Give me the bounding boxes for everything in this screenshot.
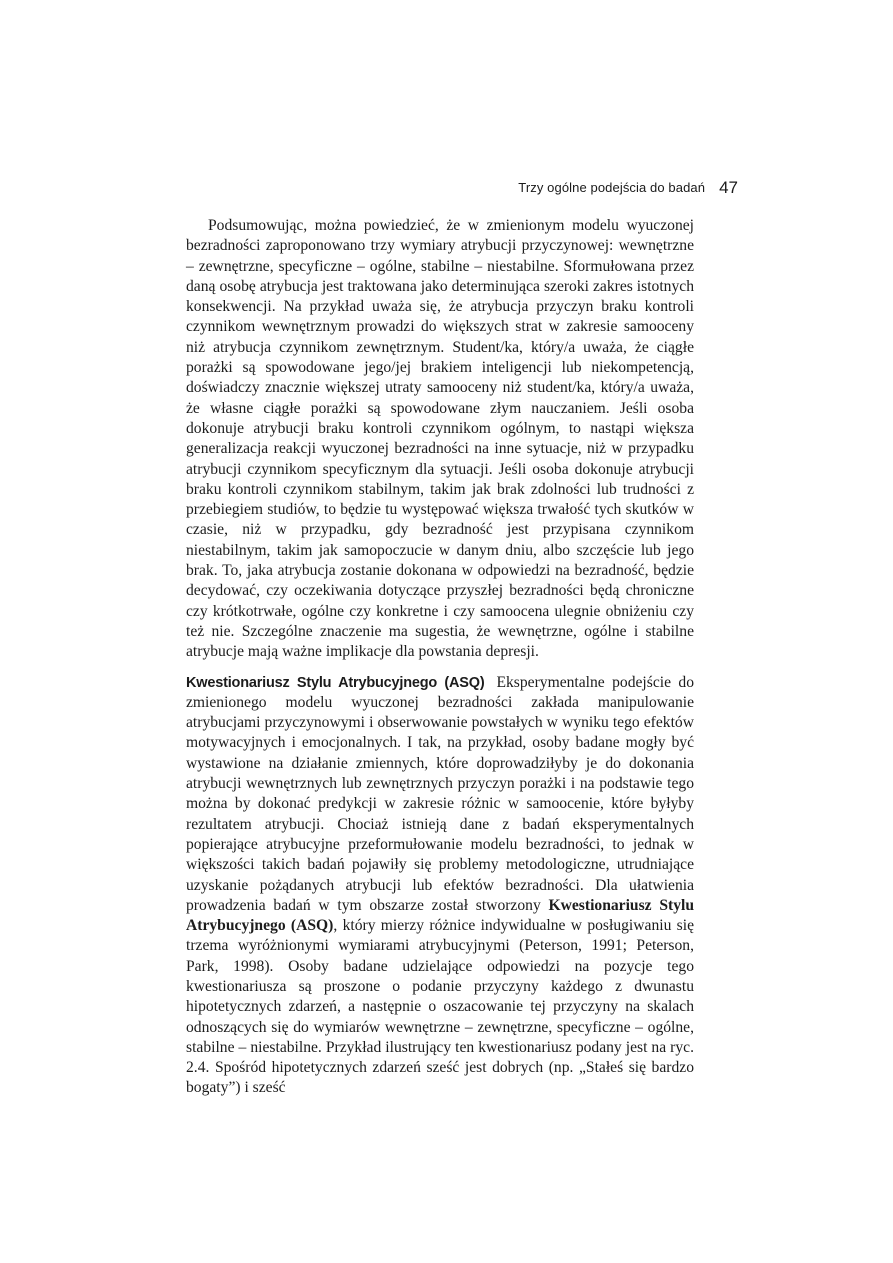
run-in-heading: Kwestionariusz Stylu Atrybucyjnego (ASQ) [186,674,485,691]
running-title: Trzy ogólne podejścia do badań [518,180,706,195]
paragraph-asq [186,673,694,1099]
bold-term: Kwestionariusz Stylu Atrybucyjnego (ASQ) [186,896,694,935]
paragraph-text-part1: Eksperymentalne podejście do zmienionego modelu wyuczonej bezradności zakłada manipulowanie atrybucjami przyczynowymi i obserwowanie powstałych w wyniku tego efektów motywacyjnych i emocjonalnych. I tak, na przykład, osoby badane mogły być wystawione na działanie zmiennych, które doprowadziłyby je do dokonania atrybucji wewnętrznych lub zewnętrznych przyczyn porażki i na podstawie tego można by dokonać predykcji w zakresie różnic w samoocenie, które byłyby rezultatem atrybucji. Chociaż istnieją dane z badań eksperymentalnych popierające atrybucyjne przeformułowanie modelu bezradności, to jednak w większości takich badań pojawiły się problemy metodologiczne, utrudniające uzyskanie pożądanych atrybucji lub efektów bezradności. Dla ułatwienia prowadzenia badań w tym obszarze został stworzony [186,673,695,914]
paragraph-text-part2: , który mierzy różnice indywidualne w posługiwaniu się trzema wyróżnionymi wymiarami atrybucyjnymi (Peterson, 1991; Peterson, Park, 1998). Osoby badane udzielające odpowiedzi na pozycje tego kwestionariusza są proszone o podanie przyczyny każdego z dwunastu hipotetycznych zdarzeń, a następnie o oszacowanie tej przyczyny na skalach odnoszących się do wymiarów wewnętrzne – zewnętrzne, specyficzne – ogólne, stabilne – niestabilne. Przykład ilustrujący ten kwestionariusz podany jest na ryc. 2.4. Spośród hipotetycznych zdarzeń sześć jest dobrych (np. „Stałeś się bardzo bogaty”) i sześć [186,917,694,1097]
running-header [186,178,738,198]
paragraph-summary: Podsumowując, można powiedzieć, że w zmienionym modelu wyuczonej bezradności zaproponowano trzy wymiary atrybucji przyczynowej: wewnętrzne – zewnętrzne, specyficzne – ogólne, stabilne – niestabilne. Sformułowana przez daną osobę atrybucja jest traktowana jako determinująca szeroki zakres istotnych konsekwencji. Na przykład uważa się, że atrybucja przyczyn braku kontroli czynnikom wewnętrznym prowadzi do większych strat w zakresie samooceny niż atrybucja czynnikom zewnętrznym. Student/ka, który/a uważa, że ciągłe porażki są spowodowane jego/jej brakiem inteligencji lub niekompetencją, doświadczy znacznie większej utraty samooceny niż student/ka, który/a uważa, że własne ciągłe porażki są spowodowane złym nauczaniem. Jeśli osoba dokonuje atrybucji braku kontroli czynnikom ogólnym, to nastąpi większa generalizacja reakcji wyuczonej bezradności na inne sytuacje, niż w przypadku atrybucji czynnikom specyficznym dla sytuacji. Jeśli osoba dokonuje atrybucji braku kontroli czynnikom stabilnym, takim jak brak zdolności lub trudności z przebiegiem studiów, to będzie tu występować większa trwałość tych skutków w czasie, niż w przypadku, gdy bezradność jest przypisana czynnikom niestabilnym, takim jak samopoczucie w danym dniu, albo szczęście lub jego brak. To, jaka atrybucja zostanie dokonana w odpowiedzi na bezradność, będzie decydować, czy oczekiwania dotyczące przyszłej bezradności będą chroniczne czy krótkotrwałe, ogólne czy konkretne i czy samoocena ulegnie obniżeniu czy też nie. Szczególne znaczenie ma sugestia, że wewnętrzne, ogólne i stabilne atrybucje mają ważne implikacje dla powstania depresji. [186,217,694,661]
body-text [186,216,694,1099]
page-number: 47 [719,178,738,197]
